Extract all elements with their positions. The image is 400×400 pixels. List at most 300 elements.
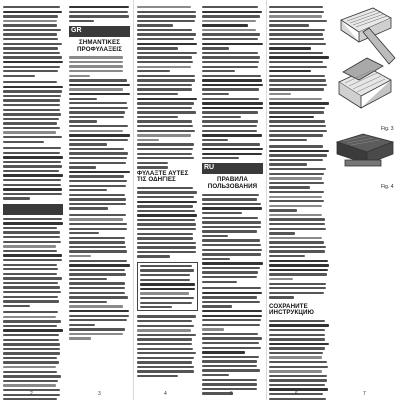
text-line xyxy=(69,65,123,67)
text-line xyxy=(3,20,57,22)
text-line xyxy=(202,43,263,45)
text-line xyxy=(137,120,192,122)
text-line xyxy=(140,297,194,299)
text-line xyxy=(3,113,61,115)
text-line xyxy=(137,157,194,159)
text-line xyxy=(137,29,192,31)
text-line xyxy=(269,209,297,211)
text-line xyxy=(140,306,172,308)
text-line xyxy=(202,301,260,303)
text-line xyxy=(137,251,196,253)
text-line xyxy=(69,148,124,150)
figure-label: Fig. 3 xyxy=(381,126,394,132)
text-line xyxy=(140,279,190,281)
text-line xyxy=(69,232,99,234)
text-line xyxy=(269,150,329,152)
middle-page xyxy=(134,0,266,400)
text-line xyxy=(202,198,257,200)
text-line xyxy=(269,98,322,100)
text-line xyxy=(3,245,56,247)
text-line xyxy=(3,241,61,243)
text-line xyxy=(3,268,58,270)
text-line xyxy=(69,207,108,209)
text-line xyxy=(69,166,96,168)
text-line xyxy=(137,79,195,81)
text-line xyxy=(69,292,125,294)
text-line xyxy=(3,11,62,13)
text-line xyxy=(137,43,197,45)
text-line xyxy=(202,319,261,321)
text-line xyxy=(269,111,324,113)
text-line xyxy=(269,223,325,225)
text-line xyxy=(137,134,191,136)
text-line xyxy=(69,143,107,145)
text-line xyxy=(137,196,194,198)
text-line xyxy=(269,228,326,230)
text-line xyxy=(269,320,325,322)
text-line xyxy=(269,15,322,17)
text-line xyxy=(137,325,194,327)
text-line xyxy=(69,223,127,225)
text-line xyxy=(202,328,224,330)
text-line xyxy=(69,139,128,141)
text-line xyxy=(202,79,262,81)
text-line xyxy=(3,250,57,252)
text-line xyxy=(69,107,128,109)
text-line xyxy=(3,95,61,97)
text-line xyxy=(69,315,129,317)
text-line xyxy=(69,255,91,257)
text-line xyxy=(3,152,60,154)
text-line xyxy=(137,334,196,336)
text-line xyxy=(269,366,328,368)
text-line xyxy=(137,361,192,363)
text-line xyxy=(269,278,293,280)
text-line xyxy=(137,246,196,248)
right-page xyxy=(267,0,400,400)
text-line xyxy=(3,375,61,377)
text-line xyxy=(202,253,261,255)
text-line xyxy=(202,194,259,196)
text-line xyxy=(202,305,232,307)
text-line xyxy=(269,116,314,118)
text-line xyxy=(202,365,257,367)
text-line xyxy=(3,38,58,40)
text-line xyxy=(3,56,62,58)
text-line xyxy=(269,11,324,13)
text-line xyxy=(137,116,178,118)
text-line xyxy=(269,125,326,127)
text-line xyxy=(269,375,327,377)
text-line xyxy=(137,47,178,49)
text-line xyxy=(69,130,123,132)
text-line xyxy=(269,273,327,275)
text-line xyxy=(269,29,325,31)
text-line xyxy=(269,47,311,49)
text-line xyxy=(69,79,127,81)
text-line xyxy=(202,139,228,141)
text-line xyxy=(137,320,192,322)
text-line xyxy=(269,250,325,252)
text-line xyxy=(3,6,60,8)
text-line xyxy=(3,33,57,35)
text-line xyxy=(137,61,193,63)
text-line xyxy=(3,109,60,111)
text-line xyxy=(69,180,127,182)
text-line xyxy=(3,24,57,26)
text-line xyxy=(137,6,191,8)
text-line xyxy=(269,287,326,289)
page-number: 4 xyxy=(164,391,167,397)
text-line xyxy=(269,168,326,170)
text-line xyxy=(3,47,58,49)
text-line xyxy=(137,370,194,372)
text-line xyxy=(3,371,57,373)
text-line xyxy=(269,173,324,175)
text-line xyxy=(202,356,259,358)
text-line xyxy=(202,6,258,8)
text-line xyxy=(3,136,62,138)
text-line xyxy=(202,244,261,246)
text-line xyxy=(69,278,107,280)
text-line xyxy=(269,38,324,40)
text-line xyxy=(69,214,126,216)
text-line xyxy=(269,237,322,239)
text-line xyxy=(137,255,170,257)
text-line xyxy=(69,273,126,275)
text-line xyxy=(69,125,128,127)
text-line xyxy=(3,361,59,363)
text-line xyxy=(202,239,260,241)
text-line xyxy=(3,147,61,149)
text-line xyxy=(69,301,107,303)
text-line xyxy=(3,188,62,190)
text-line xyxy=(137,166,168,168)
text-line xyxy=(140,302,192,304)
text-line xyxy=(3,131,56,133)
russian-keep-heading: СОХРАНИТЕ ИНСТРУКЦИЮ xyxy=(269,302,315,317)
text-line xyxy=(269,134,323,136)
russian-rules-heading: ПРАВИЛА ПОЛЬЗОВАНИЯ xyxy=(207,176,258,191)
text-line xyxy=(202,281,237,283)
text-line xyxy=(202,84,263,86)
text-line xyxy=(69,162,126,164)
text-line xyxy=(202,315,262,317)
text-line xyxy=(269,334,325,336)
text-line xyxy=(137,219,195,221)
text-line xyxy=(202,134,262,136)
text-line xyxy=(202,148,263,150)
text-line xyxy=(137,338,192,340)
text-line xyxy=(202,207,262,209)
text-line xyxy=(202,203,261,205)
text-line xyxy=(269,33,323,35)
text-line xyxy=(137,125,193,127)
text-line xyxy=(3,222,63,224)
left-page xyxy=(0,0,133,400)
text-line xyxy=(69,228,127,230)
text-line xyxy=(3,179,61,181)
text-line xyxy=(202,66,258,68)
text-line xyxy=(69,88,123,90)
text-column-1 xyxy=(3,6,63,400)
text-line xyxy=(3,286,60,288)
text-line xyxy=(69,61,123,63)
text-line xyxy=(137,52,197,54)
text-line xyxy=(269,296,294,298)
text-line xyxy=(202,157,239,159)
text-line xyxy=(3,127,60,129)
text-line xyxy=(3,311,58,313)
text-line xyxy=(3,329,63,331)
text-line xyxy=(3,343,60,345)
page-number: 6 xyxy=(295,391,298,397)
russian-section-bar xyxy=(202,163,263,174)
text-line xyxy=(269,191,324,193)
text-line xyxy=(269,154,327,156)
text-line xyxy=(3,165,62,167)
text-line xyxy=(269,196,322,198)
text-line xyxy=(202,88,259,90)
text-line xyxy=(3,273,57,275)
text-line xyxy=(202,235,228,237)
text-line xyxy=(137,242,196,244)
text-line xyxy=(269,200,324,202)
text-line xyxy=(269,264,329,266)
text-line xyxy=(202,24,248,26)
text-line xyxy=(69,15,129,17)
text-line xyxy=(202,276,257,278)
text-line xyxy=(69,337,91,339)
text-line xyxy=(69,20,94,22)
text-line xyxy=(69,120,97,122)
text-line xyxy=(3,231,60,233)
text-line xyxy=(3,339,59,341)
text-line xyxy=(202,388,257,390)
text-line xyxy=(269,388,328,390)
text-line xyxy=(3,366,56,368)
text-line xyxy=(140,269,194,271)
text-line xyxy=(69,203,126,205)
text-line xyxy=(202,360,257,362)
text-line xyxy=(269,43,326,45)
text-line xyxy=(202,98,259,100)
text-line xyxy=(3,264,57,266)
text-line xyxy=(3,325,57,327)
text-line xyxy=(202,347,261,349)
text-line xyxy=(269,88,324,90)
text-line xyxy=(137,201,197,203)
text-line xyxy=(3,118,59,120)
text-line xyxy=(3,29,61,31)
text-line xyxy=(137,66,191,68)
text-line xyxy=(137,357,194,359)
text-line xyxy=(269,232,295,234)
text-line xyxy=(269,182,324,184)
text-line xyxy=(137,223,196,225)
text-line xyxy=(3,75,35,77)
page-number: 5 xyxy=(230,391,233,397)
text-line xyxy=(69,296,128,298)
text-line xyxy=(3,357,57,359)
text-line xyxy=(3,296,58,298)
figure-column xyxy=(333,2,397,190)
text-line xyxy=(3,70,58,72)
text-line xyxy=(3,184,61,186)
text-column-3 xyxy=(137,6,198,377)
text-line xyxy=(137,143,194,145)
text-line xyxy=(269,324,329,326)
text-column-5 xyxy=(269,6,329,400)
text-line xyxy=(269,66,327,68)
text-line xyxy=(137,15,196,17)
text-line xyxy=(202,33,260,35)
text-line xyxy=(69,260,127,262)
text-line xyxy=(269,218,325,220)
text-line xyxy=(269,283,326,285)
text-line xyxy=(269,384,325,386)
text-line xyxy=(69,194,125,196)
text-line xyxy=(202,15,260,17)
text-line xyxy=(202,125,257,127)
text-line xyxy=(202,221,261,223)
text-line xyxy=(140,292,189,294)
text-line xyxy=(202,20,256,22)
text-line xyxy=(3,122,57,124)
text-line xyxy=(69,246,126,248)
text-line xyxy=(137,153,192,155)
text-line xyxy=(69,157,127,159)
text-line xyxy=(69,198,126,200)
text-line xyxy=(202,75,261,77)
text-line xyxy=(269,24,309,26)
text-line xyxy=(269,61,323,63)
text-line xyxy=(202,351,245,353)
text-line xyxy=(202,116,241,118)
greek-safety-heading: ΣΗΜΑΝΤΙΚΕΣ ΠΡΟΦΥΛΑΞΕΙΣ xyxy=(76,39,123,53)
text-line xyxy=(3,291,61,293)
text-line xyxy=(202,324,260,326)
text-line xyxy=(137,315,196,317)
text-line xyxy=(202,93,229,95)
text-line xyxy=(3,52,60,54)
text-line xyxy=(137,75,195,77)
text-line xyxy=(137,329,191,331)
text-line xyxy=(269,75,325,77)
text-line xyxy=(69,111,125,113)
text-line xyxy=(202,120,258,122)
text-line xyxy=(69,324,95,326)
text-line xyxy=(69,185,126,187)
text-line xyxy=(202,271,258,273)
text-line xyxy=(3,236,60,238)
text-line xyxy=(269,356,322,358)
boxed-note xyxy=(137,262,198,312)
text-line xyxy=(3,90,62,92)
text-line xyxy=(3,141,44,143)
text-line xyxy=(137,33,196,35)
text-line xyxy=(137,162,168,164)
text-line xyxy=(202,342,259,344)
greek-keep-heading: ΦΥΛΑΞΤΕ ΑΥΤΕΣ ΤΙΣ ΟΔΗΓΙΕΣ xyxy=(137,169,189,184)
text-line xyxy=(69,98,97,100)
text-line xyxy=(3,170,59,172)
text-line xyxy=(3,218,62,220)
grill-front-illustration xyxy=(333,130,397,180)
text-line xyxy=(269,107,325,109)
text-line xyxy=(140,288,195,290)
text-line xyxy=(269,139,307,141)
text-line xyxy=(137,24,173,26)
text-line xyxy=(69,287,125,289)
text-line xyxy=(3,15,58,17)
text-line xyxy=(269,120,325,122)
text-line xyxy=(69,56,123,58)
text-line xyxy=(3,193,62,195)
text-line xyxy=(69,6,129,8)
text-line xyxy=(69,152,128,154)
text-line xyxy=(137,139,159,141)
text-line xyxy=(202,61,259,63)
text-line xyxy=(69,319,127,321)
text-line xyxy=(202,230,257,232)
text-line xyxy=(202,310,262,312)
text-line xyxy=(3,320,61,322)
text-line xyxy=(3,254,62,256)
text-line xyxy=(69,116,124,118)
text-line xyxy=(137,38,194,40)
text-line xyxy=(69,333,123,335)
text-line xyxy=(202,226,261,228)
text-line xyxy=(69,175,124,177)
text-line xyxy=(69,282,125,284)
text-line xyxy=(269,352,323,354)
text-line xyxy=(137,102,194,104)
text-line xyxy=(137,20,195,22)
text-line xyxy=(269,145,323,147)
text-line xyxy=(69,11,128,13)
text-line xyxy=(137,111,196,113)
text-line xyxy=(269,260,328,262)
text-line xyxy=(137,352,196,354)
language-tag: GR xyxy=(71,27,82,35)
text-line xyxy=(137,56,192,58)
text-line xyxy=(69,75,90,77)
text-line xyxy=(202,70,235,72)
text-line xyxy=(69,241,125,243)
text-line xyxy=(69,310,129,312)
text-line xyxy=(202,267,260,269)
text-line xyxy=(137,191,197,193)
text-line xyxy=(3,334,59,336)
text-line xyxy=(137,228,196,230)
text-line xyxy=(202,130,257,132)
text-line xyxy=(202,374,229,376)
text-line xyxy=(202,337,262,339)
text-line xyxy=(269,347,325,349)
text-line xyxy=(140,265,192,267)
text-line xyxy=(269,70,311,72)
text-line xyxy=(202,29,256,31)
text-line xyxy=(202,296,257,298)
text-line xyxy=(202,52,258,54)
text-line xyxy=(3,316,56,318)
text-line xyxy=(269,130,327,132)
text-line xyxy=(69,218,123,220)
text-line xyxy=(69,93,130,95)
text-line xyxy=(3,282,58,284)
text-line xyxy=(269,241,324,243)
